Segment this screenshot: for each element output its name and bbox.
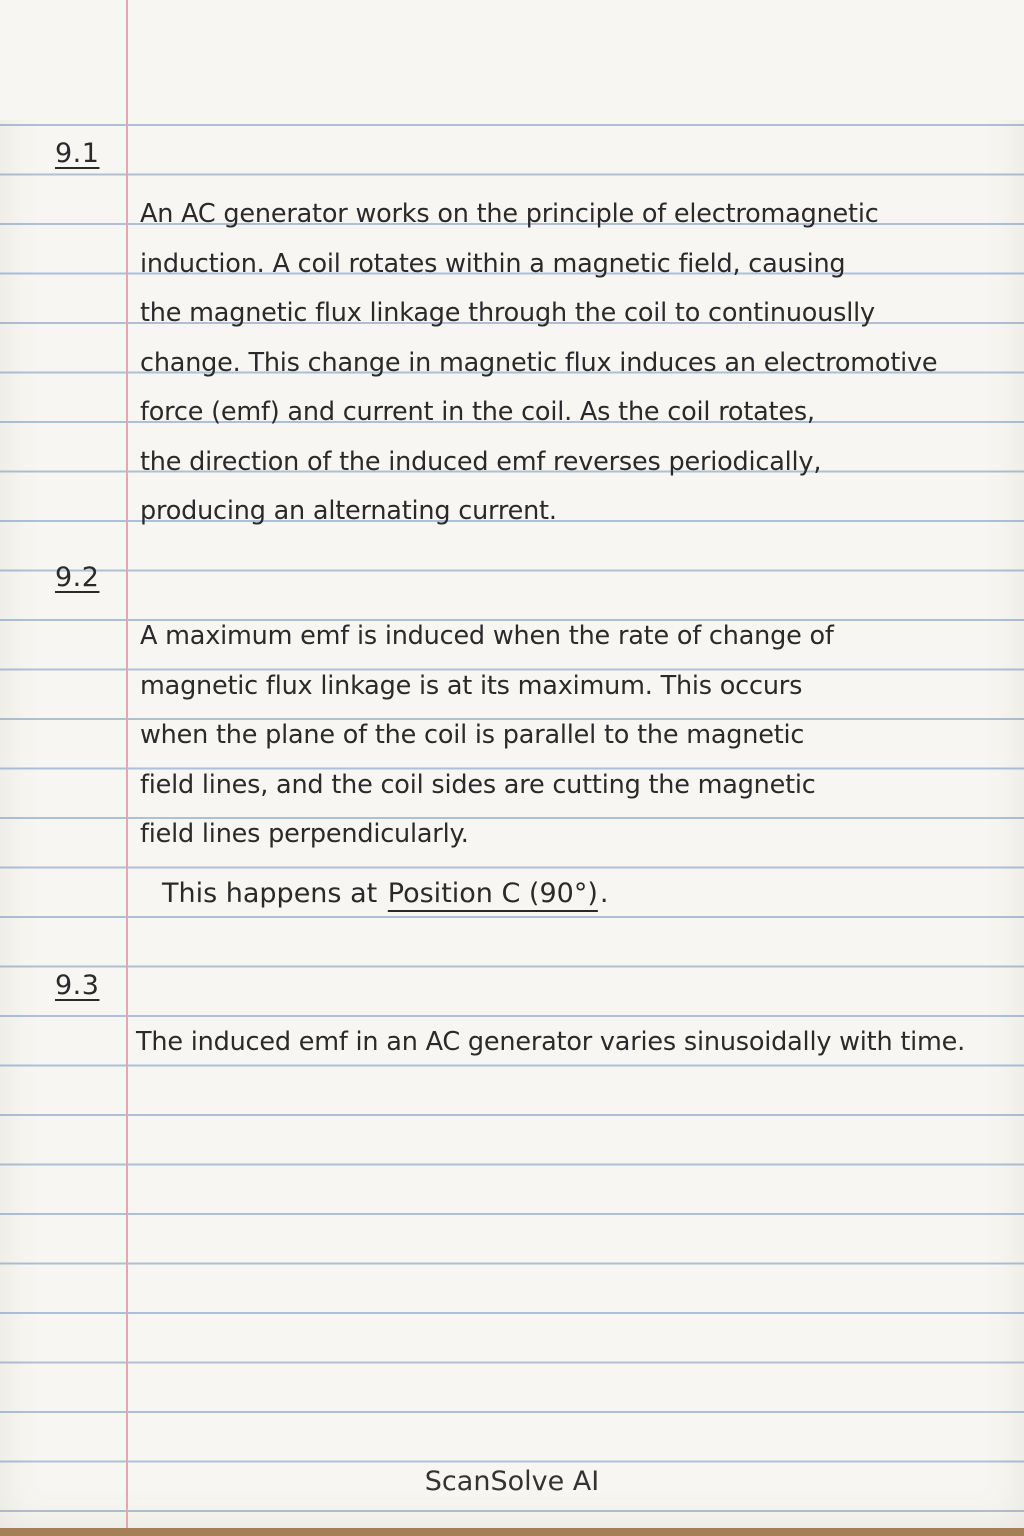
answer-conclusion-9-2 — [162, 878, 608, 909]
question-number-9-3: 9.3 — [55, 970, 100, 1001]
answer-line: field lines perpendicularly. — [140, 819, 469, 849]
answer-line: field lines, and the coil sides are cutting the magnetic — [140, 769, 816, 800]
footer-brand: ScanSolve AI — [424, 1466, 600, 1497]
answer-9-1 — [140, 190, 937, 537]
answer-line: induction. A coil rotates within a magnetic field, causing — [140, 248, 846, 279]
margin-line — [126, 0, 128, 1528]
question-number-9-1: 9.1 — [55, 138, 100, 169]
answer-line: The induced emf in an AC generator varies sinusoidally with time. — [136, 1027, 966, 1057]
answer-line: producing an alternating current. — [140, 496, 557, 526]
answer-9-2 — [140, 612, 834, 860]
answer-line: the direction of the induced emf reverses periodically, — [140, 446, 822, 477]
answer-suffix: . — [599, 878, 609, 909]
page-header-blank — [0, 0, 1024, 120]
answer-prefix: This happens at — [162, 878, 386, 909]
answer-line: magnetic flux linkage is at its maximum. This occurs — [140, 670, 803, 701]
desk-surface — [0, 1528, 1024, 1536]
question-number-9-2: 9.2 — [55, 562, 100, 593]
answer-line: force (emf) and current in the coil. As the coil rotates, — [140, 397, 815, 427]
answer-line: the magnetic flux linkage through the coil to continuouslly — [140, 298, 875, 328]
answer-line: A maximum emf is induced when the rate of change of — [140, 621, 834, 651]
answer-line: change. This change in magnetic flux induces an electromotive — [140, 347, 938, 378]
answer-line: when the plane of the coil is parallel to the magnetic — [140, 720, 805, 750]
answer-value: Position C (90°) — [387, 878, 598, 909]
answer-line: An AC generator works on the principle of electromagnetic — [140, 199, 879, 229]
answer-9-3 — [136, 1018, 965, 1068]
